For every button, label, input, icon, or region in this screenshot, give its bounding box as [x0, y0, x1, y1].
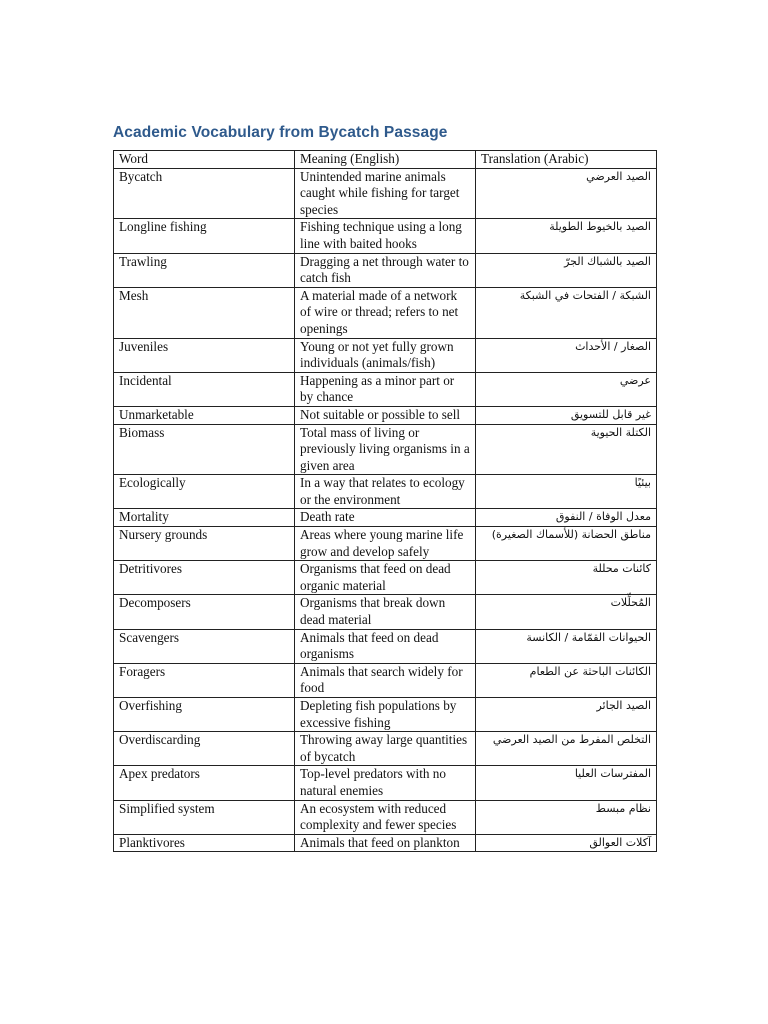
translation-cell: الصيد بالشباك الجرّ [476, 253, 657, 287]
meaning-cell: Fishing technique using a long line with baited hooks [295, 219, 476, 253]
table-row [114, 475, 657, 509]
table-row [114, 168, 657, 219]
document-title: Academic Vocabulary from Bycatch Passage [113, 124, 448, 141]
table-header-row [114, 151, 657, 169]
word-cell: Simplified system [114, 800, 295, 834]
translation-cell: الصيد بالخيوط الطويلة [476, 219, 657, 253]
word-cell: Nursery grounds [114, 527, 295, 561]
word-cell: Planktivores [114, 834, 295, 852]
translation-cell: الكتلة الحيوية [476, 424, 657, 475]
word-cell: Juveniles [114, 338, 295, 372]
word-cell: Incidental [114, 372, 295, 406]
table-row [114, 424, 657, 475]
translation-cell: المُحلِّلات [476, 595, 657, 629]
translation-cell: الصغار / الأحداث [476, 338, 657, 372]
word-cell: Mesh [114, 287, 295, 338]
translation-cell: المفترسات العليا [476, 766, 657, 800]
meaning-cell: Top-level predators with no natural enemies [295, 766, 476, 800]
translation-cell: الحيوانات القمّامة / الكانسة [476, 629, 657, 663]
translation-cell: كائنات محللة [476, 561, 657, 595]
word-cell: Decomposers [114, 595, 295, 629]
table-row [114, 663, 657, 697]
meaning-cell: Dragging a net through water to catch fish [295, 253, 476, 287]
word-cell: Trawling [114, 253, 295, 287]
meaning-cell: Throwing away large quantities of bycatch [295, 732, 476, 766]
meaning-cell: Areas where young marine life grow and develop safely [295, 527, 476, 561]
table-row [114, 527, 657, 561]
translation-cell: آكلات العوالق [476, 834, 657, 852]
table-row [114, 406, 657, 424]
translation-cell: الصيد العرضي [476, 168, 657, 219]
meaning-cell: Animals that feed on dead organisms [295, 629, 476, 663]
table-row [114, 287, 657, 338]
translation-cell: التخلص المفرط من الصيد العرضي [476, 732, 657, 766]
table-row [114, 372, 657, 406]
header-word: Word [114, 151, 295, 169]
table-row [114, 509, 657, 527]
table-row [114, 834, 657, 852]
meaning-cell: Happening as a minor part or by chance [295, 372, 476, 406]
meaning-cell: Organisms that feed on dead organic material [295, 561, 476, 595]
translation-cell: الكائنات الباحثة عن الطعام [476, 663, 657, 697]
meaning-cell: Animals that search widely for food [295, 663, 476, 697]
meaning-cell: Young or not yet fully grown individuals (animals/fish) [295, 338, 476, 372]
word-cell: Biomass [114, 424, 295, 475]
meaning-cell: Unintended marine animals caught while fishing for target species [295, 168, 476, 219]
translation-cell: مناطق الحضانة (للأسماك الصغيرة) [476, 527, 657, 561]
word-cell: Apex predators [114, 766, 295, 800]
translation-cell: غير قابل للتسويق [476, 406, 657, 424]
translation-cell: معدل الوفاة / النفوق [476, 509, 657, 527]
meaning-cell: Organisms that break down dead material [295, 595, 476, 629]
word-cell: Overfishing [114, 698, 295, 732]
table-row [114, 219, 657, 253]
meaning-cell: Depleting fish populations by excessive fishing [295, 698, 476, 732]
table-row [114, 732, 657, 766]
table-body [114, 168, 657, 852]
word-cell: Foragers [114, 663, 295, 697]
table-row [114, 338, 657, 372]
meaning-cell: An ecosystem with reduced complexity and fewer species [295, 800, 476, 834]
meaning-cell: Not suitable or possible to sell [295, 406, 476, 424]
table-row [114, 800, 657, 834]
table-row [114, 698, 657, 732]
translation-cell: الصيد الجائر [476, 698, 657, 732]
translation-cell: بيئيًا [476, 475, 657, 509]
translation-cell: نظام مبسط [476, 800, 657, 834]
meaning-cell: A material made of a network of wire or thread; refers to net openings [295, 287, 476, 338]
meaning-cell: Animals that feed on plankton [295, 834, 476, 852]
word-cell: Ecologically [114, 475, 295, 509]
translation-cell: الشبكة / الفتحات في الشبكة [476, 287, 657, 338]
table-row [114, 253, 657, 287]
table-row [114, 595, 657, 629]
table-row [114, 766, 657, 800]
word-cell: Bycatch [114, 168, 295, 219]
meaning-cell: Total mass of living or previously living organisms in a given area [295, 424, 476, 475]
table-row [114, 561, 657, 595]
header-translation: Translation (Arabic) [476, 151, 657, 169]
meaning-cell: Death rate [295, 509, 476, 527]
table-row [114, 629, 657, 663]
word-cell: Scavengers [114, 629, 295, 663]
word-cell: Mortality [114, 509, 295, 527]
translation-cell: عرضي [476, 372, 657, 406]
word-cell: Longline fishing [114, 219, 295, 253]
word-cell: Detritivores [114, 561, 295, 595]
meaning-cell: In a way that relates to ecology or the environment [295, 475, 476, 509]
word-cell: Unmarketable [114, 406, 295, 424]
word-cell: Overdiscarding [114, 732, 295, 766]
header-meaning: Meaning (English) [295, 151, 476, 169]
vocabulary-table [113, 150, 657, 852]
